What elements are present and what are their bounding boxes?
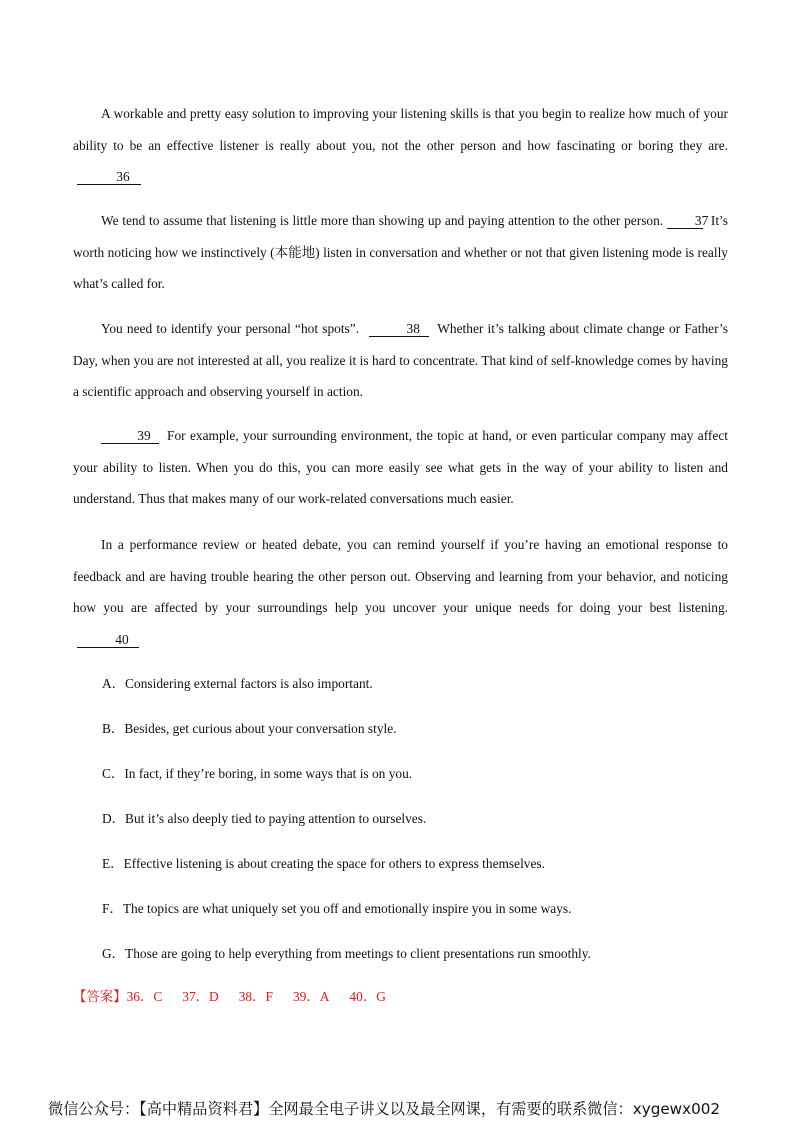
option-b: B．Besides, get curious about your conversation style. (102, 721, 397, 736)
paragraph-4 (73, 420, 728, 515)
answer-item: 40．G (349, 989, 386, 1004)
option-c: C．In fact, if they’re boring, in some ways that is on you. (102, 766, 413, 781)
option-f: F．The topics are what uniquely set you off and emotionally inspire you in some ways. (102, 901, 572, 916)
paragraph-text: Whether it’s talking about climate change or Father’s Day, when you are not interested at all, you realize it is hard to concentrate. That kind of self-knowledge comes by having a scientific approach and observing yourself in action. (73, 321, 728, 399)
option-e: E．Effective listening is about creating the space for others to express themselves. (102, 856, 545, 871)
option-d: D．But it’s also deeply tied to paying attention to ourselves. (102, 811, 427, 826)
paragraph-5 (73, 529, 728, 655)
blank-37: 37 (667, 214, 703, 229)
paragraph-text: In a performance review or heated debate, you can remind yourself if you’re having an emotional response to feedback and are having trouble hearing the other person out. Observing and learning from your behavior, and noticing how you are affected by your surroundings help you uncover your unique needs for doing your best listening. (73, 537, 728, 615)
paragraph-text: It’s worth noticing how we instinctively (本能地) listen in conversation and whether or not that given listening mode is really what’s called for. (73, 213, 728, 291)
option-g: G．Those are going to help everything from meetings to client presentations run smoothly. (102, 946, 591, 961)
answer-line (73, 989, 386, 1005)
blank-39: 39 (101, 429, 159, 444)
paragraph-3 (73, 313, 728, 408)
paragraph-text: For example, your surrounding environment, the topic at hand, or even particular company may affect your ability to listen. When you do this, you can more easily see what gets in the way of your ability to listen and understand. Thus that makes many of our work-related conversations much easier. (73, 428, 728, 506)
option-a: A．Considering external factors is also important. (102, 676, 373, 691)
answer-label: 【答案】 (73, 989, 127, 1004)
answer-item: 37．D (182, 989, 219, 1004)
paragraph-1 (73, 98, 728, 193)
paragraph-text: We tend to assume that listening is little more than showing up and paying attention to the other person. (101, 213, 664, 228)
footer-watermark: 微信公众号：【高中精品资料君】全网最全电子讲义以及最全网课，有需要的联系微信：xygewx002 (48, 1100, 721, 1118)
answer-item: 38．F (238, 989, 273, 1004)
paragraph-text: You need to identify your personal “hot spots”. (101, 321, 360, 336)
blank-38: 38 (369, 322, 429, 337)
blank-40: 40 (77, 633, 139, 648)
paragraph-text: A workable and pretty easy solution to improving your listening skills is that you begin to realize how much of your ability to be an effective listener is really about you, not the other person and how fascinating or boring they are. (73, 106, 728, 153)
paragraph-2 (73, 205, 728, 300)
answer-item: 36．C (126, 989, 163, 1004)
answer-item: 39．A (292, 989, 330, 1004)
blank-36: 36 (77, 170, 141, 185)
